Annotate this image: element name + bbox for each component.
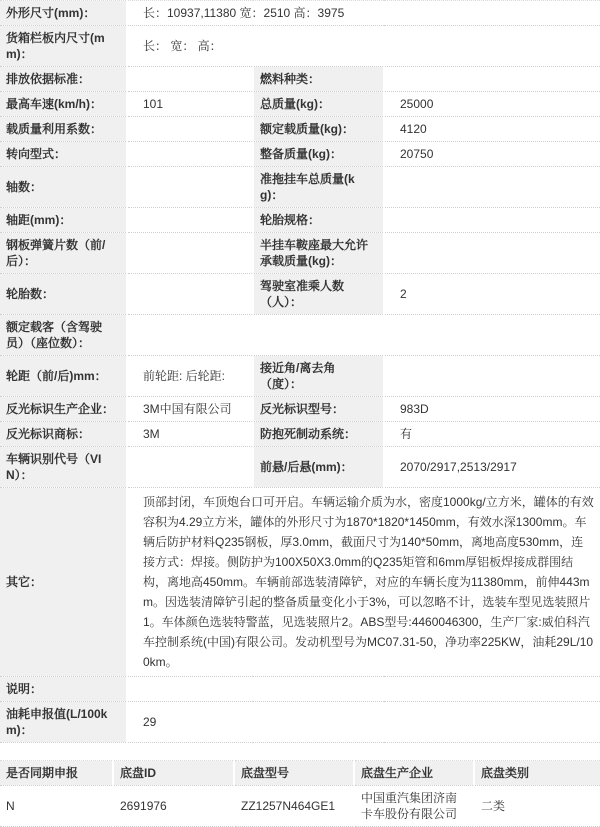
spec-label-load-factor: 载质量利用系数： — [0, 117, 127, 142]
chassis-data-row — [0, 786, 600, 827]
spec-value-reflective-maker: 3M中国有限公司 — [127, 397, 253, 422]
spec-label-outline-size: 外形尺寸(mm)： — [0, 1, 127, 26]
spec-label-fuel-type: 燃料种类： — [253, 67, 384, 92]
spec-label-vin: 车辆识别代号（VIN）： — [0, 447, 127, 488]
spec-value-tire-count — [127, 274, 253, 315]
table-row — [0, 677, 600, 702]
spec-value-steering-type — [127, 142, 253, 167]
table-row — [0, 233, 600, 274]
spec-value-load-factor — [127, 117, 253, 142]
table-row — [0, 1, 600, 26]
spec-value-reflective-model: 983D — [384, 397, 600, 422]
spec-value-max-speed: 101 — [127, 92, 253, 117]
table-row — [0, 117, 600, 142]
table-row — [0, 92, 600, 117]
spec-label-tire-spec: 轮胎规格： — [253, 208, 384, 233]
table-row — [0, 26, 600, 67]
spec-label-tire-count: 轮胎数： — [0, 274, 127, 315]
spec-label-approach-departure-angle: 接近角/离去角（度）： — [253, 356, 384, 397]
spec-label-abs-system: 防抱死制动系统： — [253, 422, 384, 447]
table-row — [0, 167, 600, 208]
table-row — [0, 702, 600, 743]
spec-value-emission-standard — [127, 67, 253, 92]
spec-value-fuel-consumption: 29 — [127, 702, 600, 743]
spec-value-approach-departure-angle — [384, 356, 600, 397]
spec-value-fuel-type — [384, 67, 600, 92]
spec-value-outline-size: 长：10937,11380 宽：2510 高：3975 — [127, 1, 600, 26]
spec-label-wheelbase: 轴距(mm)： — [0, 208, 127, 233]
spec-value-cargo-inner-size: 长： 宽： 高： — [127, 26, 600, 67]
spec-value-spring-leaves — [127, 233, 253, 274]
chassis-category: 二类 — [474, 786, 600, 827]
spec-value-cab-passengers: 2 — [384, 274, 600, 315]
table-row — [0, 422, 600, 447]
chassis-header-row — [0, 761, 600, 786]
spec-value-vin — [127, 447, 253, 488]
spec-label-spring-leaves: 钢板弹簧片数（前/后）： — [0, 233, 127, 274]
spec-label-total-mass: 总质量(kg)： — [253, 92, 384, 117]
spec-label-overhang: 前悬/后悬(mm)： — [253, 447, 384, 488]
spec-label-max-speed: 最高车速(km/h)： — [0, 92, 127, 117]
chassis-same-period: N — [0, 786, 113, 827]
table-row — [0, 397, 600, 422]
spec-label-trailer-total-mass: 准拖挂车总质量(kg)： — [253, 167, 384, 208]
spec-label-track-width: 轮距（前/后)mm： — [0, 356, 127, 397]
spec-label-rated-load: 额定载质量(kg)： — [253, 117, 384, 142]
spec-value-abs-system: 有 — [384, 422, 600, 447]
spec-label-emission-standard: 排放依据标准： — [0, 67, 127, 92]
spec-value-curb-weight: 20750 — [384, 142, 600, 167]
table-row — [0, 142, 600, 167]
chassis-header-id: 底盘ID — [113, 761, 234, 786]
spec-label-rated-seats: 额定载客（含驾驶员）（座位数）： — [0, 315, 127, 356]
spec-label-reflective-model: 反光标识型号： — [253, 397, 384, 422]
spec-label-curb-weight: 整备质量(kg)： — [253, 142, 384, 167]
spec-label-steering-type: 转向型式： — [0, 142, 127, 167]
spec-value-rated-seats — [127, 315, 600, 356]
table-row — [0, 274, 600, 315]
chassis-manufacturer: 中国重汽集团济南卡车股份有限公司 — [354, 786, 474, 827]
spec-value-trailer-total-mass — [384, 167, 600, 208]
spec-value-reflective-brand: 3M — [127, 422, 253, 447]
spec-value-axle-count — [127, 167, 253, 208]
spec-value-overhang: 2070/2917,2513/2917 — [384, 447, 600, 488]
chassis-header-category: 底盘类别 — [474, 761, 600, 786]
spec-label-notes: 说明： — [0, 677, 127, 702]
spec-value-wheelbase — [127, 208, 253, 233]
spec-label-cab-passengers: 驾驶室准乘人数（人）： — [253, 274, 384, 315]
other-description-text: 顶部封闭，车顶炮台口可开启。车辆运输介质为水，密度1000kg/立方米，罐体的有效容积为4.29立方米，罐体的外形尺寸为1870*1820*1450mm，有效水深1300mm。车辆后防护材料Q235钢板，厚3.0mm，截面尺寸为140*50mm，离地高度530mm，连接方式：焊接。侧防护为100X50X3.0mm的Q235矩管和6mm厚铝板焊接成群围结构，离地高450mm。车辆前部选装清障铲，对应的车辆长度为11380mm，前伸443mm。因选装清障铲引起的整备质量变化小于3%，可以忽略不计，选装车型见选装照片1。车体颜色选装特警蓝，见选装照片2。ABS型号:4460046300，生产厂家:威伯科汽车控制系统(中国)有限公司。发动机型号为MC07.31-50，净功率225KW，油耗29L/100km。 — [143, 495, 594, 669]
spec-label-saddle-load: 半挂车鞍座最大允许承载质量(kg)： — [253, 233, 384, 274]
spec-label-reflective-maker: 反光标识生产企业： — [0, 397, 127, 422]
chassis-header-same-period: 是否同期申报 — [0, 761, 113, 786]
chassis-id: 2691976 — [113, 786, 234, 827]
table-row — [0, 315, 600, 356]
spec-value-saddle-load — [384, 233, 600, 274]
table-row — [0, 208, 600, 233]
table-row — [0, 67, 600, 92]
table-row — [0, 356, 600, 397]
spec-value-total-mass: 25000 — [384, 92, 600, 117]
spec-value-track-width: 前轮距: 后轮距: — [127, 356, 253, 397]
chassis-header-model: 底盘型号 — [234, 761, 354, 786]
spec-value-tire-spec — [384, 208, 600, 233]
spec-label-fuel-consumption: 油耗申报值(L/100km)： — [0, 702, 127, 743]
chassis-table — [0, 760, 600, 827]
spec-value-rated-load: 4120 — [384, 117, 600, 142]
spec-label-reflective-brand: 反光标识商标： — [0, 422, 127, 447]
spec-value-notes — [127, 677, 600, 702]
table-row — [0, 488, 600, 677]
chassis-header-manufacturer: 底盘生产企业 — [354, 761, 474, 786]
table-row — [0, 447, 600, 488]
chassis-model: ZZ1257N464GE1 — [234, 786, 354, 827]
spec-value-other — [127, 488, 600, 677]
spec-label-other: 其它： — [0, 488, 127, 677]
spec-label-axle-count: 轴数： — [0, 167, 127, 208]
spec-label-cargo-inner-size: 货箱栏板内尺寸(mm)： — [0, 26, 127, 67]
